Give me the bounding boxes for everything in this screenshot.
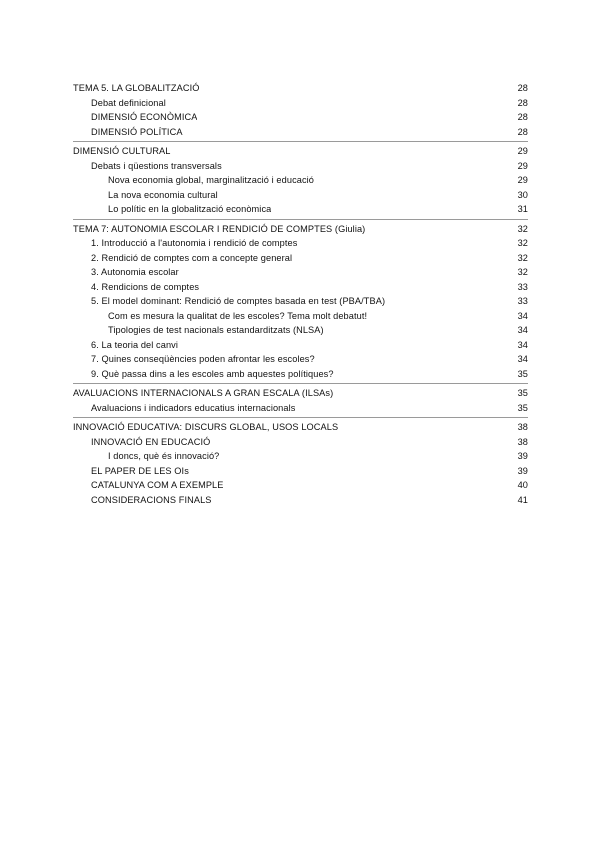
toc-entry[interactable] [73, 352, 528, 367]
toc-entry-label: 3. Autonomia escolar [91, 267, 179, 277]
toc-entry[interactable] [73, 401, 528, 416]
toc-section [73, 219, 528, 382]
toc-entry[interactable] [73, 159, 528, 174]
toc-entry[interactable] [73, 202, 528, 217]
toc-entry[interactable] [73, 236, 528, 251]
toc-entry-label: TEMA 7: AUTONOMIA ESCOLAR I RENDICIÓ DE COMPTES (Giulia) [73, 223, 366, 234]
toc-entry[interactable] [73, 464, 528, 479]
toc-entry-label: Debats i qüestions transversals [91, 160, 222, 171]
toc-entry-label: Nova economia global, marginalització i educació [108, 175, 315, 185]
toc-heading-entry[interactable] [73, 81, 528, 96]
toc-section [73, 81, 528, 139]
toc-entry[interactable] [73, 188, 528, 203]
toc-entry-label: Com es mesura la qualitat de les escoles? Tema molt debatut! [108, 310, 368, 321]
toc-entry-label: 6. La teoria del canvi [91, 339, 178, 350]
toc-page-number: 41 [517, 494, 528, 505]
toc-page-number: 31 [517, 204, 528, 214]
table-of-contents [73, 81, 528, 507]
toc-entry-label: 2. Rendició de comptes com a concepte general [91, 252, 293, 263]
toc-page-number: 39 [517, 465, 528, 476]
toc-entry[interactable] [73, 96, 528, 111]
toc-page-number: 34 [517, 310, 528, 321]
toc-page-number: 38 [517, 436, 528, 447]
toc-entry-label: TEMA 5. LA GLOBALITZACIÓ [73, 83, 200, 93]
toc-entry[interactable] [73, 280, 528, 295]
toc-page-number: 33 [517, 281, 528, 292]
toc-page-number: 32 [517, 223, 528, 234]
toc-entry[interactable] [73, 309, 528, 324]
toc-page-number: 28 [517, 83, 528, 93]
toc-section [73, 141, 528, 217]
toc-section [73, 417, 528, 507]
toc-entry[interactable] [73, 125, 528, 140]
toc-entry-label: DIMENSIÓ POLÍTICA [91, 126, 183, 137]
toc-page-number: 28 [517, 112, 528, 122]
toc-entry-label: 1. Introducció a l'autonomia i rendició de comptes [91, 238, 298, 248]
toc-entry[interactable] [73, 173, 528, 188]
toc-page-number: 40 [517, 480, 528, 490]
toc-page-number: 34 [517, 325, 528, 335]
toc-page-number: 28 [517, 126, 528, 137]
toc-entry[interactable] [73, 251, 528, 266]
toc-entry-label: Debat definicional [91, 97, 166, 108]
toc-entry-label: Lo polític en la globalització econòmica [108, 204, 272, 214]
toc-heading-entry[interactable] [73, 420, 528, 435]
toc-page-number: 28 [517, 97, 528, 108]
toc-entry[interactable] [73, 323, 528, 338]
toc-page-number: 34 [517, 354, 528, 364]
toc-entry[interactable] [73, 265, 528, 280]
toc-page-number: 32 [517, 252, 528, 263]
toc-entry-label: EL PAPER DE LES OIs [91, 465, 189, 476]
toc-entry[interactable] [73, 449, 528, 464]
toc-entry-label: I doncs, què és innovació? [108, 451, 220, 461]
toc-page-number: 38 [517, 422, 528, 432]
toc-page-number: 39 [517, 451, 528, 461]
toc-page-number: 30 [517, 189, 528, 200]
toc-entry-label: CATALUNYA COM A EXEMPLE [91, 480, 224, 490]
toc-heading-entry[interactable] [73, 222, 528, 237]
toc-entry-label: DIMENSIÓ ECONÒMICA [91, 112, 198, 122]
toc-page-number: 35 [517, 402, 528, 413]
toc-entry[interactable] [73, 435, 528, 450]
toc-section [73, 383, 528, 415]
toc-page-number: 29 [517, 175, 528, 185]
toc-entry-label: 7. Quines conseqüències poden afrontar les escoles? [91, 354, 315, 364]
toc-entry[interactable] [73, 367, 528, 382]
toc-entry-label: La nova economia cultural [108, 189, 218, 200]
toc-entry-label: 4. Rendicions de comptes [91, 281, 200, 292]
toc-page-number: 33 [517, 296, 528, 306]
toc-entry-label: 9. Què passa dins a les escoles amb aquestes polítiques? [91, 368, 334, 379]
toc-entry[interactable] [73, 478, 528, 493]
toc-page-number: 29 [517, 146, 528, 156]
toc-page-number: 35 [517, 368, 528, 379]
toc-entry[interactable] [73, 110, 528, 125]
toc-entry-label: Tipologies de test nacionals estandarditzats (NLSA) [108, 325, 324, 335]
toc-heading-entry[interactable] [73, 144, 528, 159]
toc-page-number: 32 [517, 267, 528, 277]
toc-entry[interactable] [73, 294, 528, 309]
toc-entry-label: DIMENSIÓ CULTURAL [73, 146, 171, 156]
toc-entry-label: 5. El model dominant: Rendició de comptes basada en test (PBA/TBA) [91, 296, 386, 306]
toc-entry[interactable] [73, 338, 528, 353]
toc-entry-label: CONSIDERACIONS FINALS [91, 494, 212, 505]
toc-page-number: 34 [517, 339, 528, 350]
toc-page-number: 35 [517, 388, 528, 398]
toc-heading-entry[interactable] [73, 386, 528, 401]
toc-entry-label: AVALUACIONS INTERNACIONALS A GRAN ESCALA (ILSAs) [73, 388, 334, 398]
toc-page-number: 32 [517, 238, 528, 248]
toc-page-number: 29 [517, 160, 528, 171]
toc-entry[interactable] [73, 493, 528, 508]
toc-entry-label: INNOVACIÓ EDUCATIVA: DISCURS GLOBAL, USOS LOCALS [73, 422, 339, 432]
toc-entry-label: Avaluacions i indicadors educatius internacionals [91, 402, 296, 413]
toc-entry-label: INNOVACIÓ EN EDUCACIÓ [91, 436, 211, 447]
